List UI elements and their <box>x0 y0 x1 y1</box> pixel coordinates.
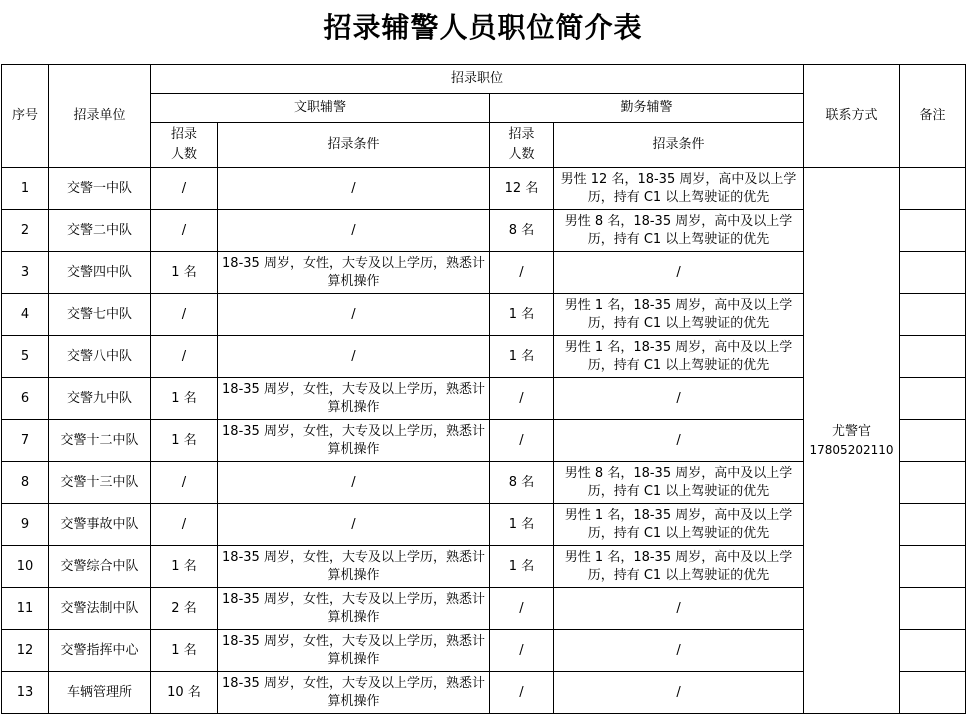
remarks-cell <box>900 588 966 630</box>
civil-count-cell: / <box>151 504 218 546</box>
duty-condition-cell: 男性 1 名，18-35 周岁，高中及以上学历，持有 C1 以上驾驶证的优先 <box>554 294 804 336</box>
remarks-cell <box>900 252 966 294</box>
civil-condition-cell: / <box>218 168 490 210</box>
remarks-cell <box>900 672 966 714</box>
duty-count-cell: / <box>490 378 554 420</box>
civil-count-cell: 1 名 <box>151 252 218 294</box>
remarks-cell <box>900 630 966 672</box>
civil-count-cell: / <box>151 462 218 504</box>
seq-cell: 12 <box>2 630 49 672</box>
unit-cell: 交警十二中队 <box>49 420 151 462</box>
duty-condition-cell: / <box>554 420 804 462</box>
duty-count-cell: / <box>490 420 554 462</box>
civil-condition-cell: / <box>218 336 490 378</box>
contact-cell <box>804 168 900 714</box>
unit-cell: 交警十三中队 <box>49 462 151 504</box>
civil-condition-cell: 18-35 周岁，女性，大专及以上学历，熟悉计算机操作 <box>218 252 490 294</box>
duty-count-cell: / <box>490 630 554 672</box>
duty-count-cell: 1 名 <box>490 546 554 588</box>
remarks-cell <box>900 378 966 420</box>
remarks-cell <box>900 504 966 546</box>
civil-count-cell: / <box>151 210 218 252</box>
civil-condition-cell: / <box>218 210 490 252</box>
duty-condition-cell: / <box>554 672 804 714</box>
seq-cell: 2 <box>2 210 49 252</box>
civil-count-cell: 1 名 <box>151 420 218 462</box>
header-civil-count <box>151 123 218 168</box>
seq-cell: 13 <box>2 672 49 714</box>
header-civil: 文职辅警 <box>151 94 490 123</box>
civil-count-cell: 10 名 <box>151 672 218 714</box>
unit-cell: 交警事故中队 <box>49 504 151 546</box>
civil-condition-cell: / <box>218 504 490 546</box>
duty-count-cell: 8 名 <box>490 210 554 252</box>
duty-condition-cell: / <box>554 378 804 420</box>
header-contact: 联系方式 <box>804 65 900 168</box>
remarks-cell <box>900 546 966 588</box>
unit-cell: 交警四中队 <box>49 252 151 294</box>
remarks-cell <box>900 462 966 504</box>
header-duty-count <box>490 123 554 168</box>
civil-count-cell: 1 名 <box>151 546 218 588</box>
civil-condition-cell: 18-35 周岁，女性，大专及以上学历，熟悉计算机操作 <box>218 378 490 420</box>
civil-condition-cell: 18-35 周岁，女性，大专及以上学历，熟悉计算机操作 <box>218 630 490 672</box>
civil-count-cell: / <box>151 294 218 336</box>
unit-cell: 车辆管理所 <box>49 672 151 714</box>
page-title: 招录辅警人员职位简介表 <box>323 11 643 44</box>
civil-condition-cell: 18-35 周岁，女性，大专及以上学历，熟悉计算机操作 <box>218 546 490 588</box>
header-unit: 招录单位 <box>49 65 151 168</box>
header-remarks: 备注 <box>900 65 966 168</box>
unit-cell: 交警八中队 <box>49 336 151 378</box>
civil-count-cell: / <box>151 336 218 378</box>
remarks-cell <box>900 168 966 210</box>
duty-condition-cell: 男性 1 名，18-35 周岁，高中及以上学历，持有 C1 以上驾驶证的优先 <box>554 546 804 588</box>
duty-condition-cell: 男性 8 名，18-35 周岁，高中及以上学历，持有 C1 以上驾驶证的优先 <box>554 210 804 252</box>
positions-table <box>1 64 966 714</box>
duty-count-cell: 12 名 <box>490 168 554 210</box>
seq-cell: 4 <box>2 294 49 336</box>
remarks-cell <box>900 210 966 252</box>
civil-condition-cell: 18-35 周岁，女性，大专及以上学历，熟悉计算机操作 <box>218 420 490 462</box>
header-civil-conditions: 招录条件 <box>218 123 490 168</box>
unit-cell: 交警综合中队 <box>49 546 151 588</box>
civil-condition-cell: / <box>218 462 490 504</box>
civil-count-cell: / <box>151 168 218 210</box>
civil-condition-cell: 18-35 周岁，女性，大专及以上学历，熟悉计算机操作 <box>218 672 490 714</box>
duty-count-cell: 1 名 <box>490 504 554 546</box>
civil-condition-cell: / <box>218 294 490 336</box>
header-row-1 <box>2 65 966 94</box>
duty-condition-cell: 男性 8 名，18-35 周岁，高中及以上学历，持有 C1 以上驾驶证的优先 <box>554 462 804 504</box>
duty-condition-cell: 男性 12 名，18-35 周岁，高中及以上学历，持有 C1 以上驾驶证的优先 <box>554 168 804 210</box>
duty-condition-cell: 男性 1 名，18-35 周岁，高中及以上学历，持有 C1 以上驾驶证的优先 <box>554 336 804 378</box>
duty-condition-cell: / <box>554 588 804 630</box>
duty-count-cell: 8 名 <box>490 462 554 504</box>
seq-cell: 5 <box>2 336 49 378</box>
seq-cell: 8 <box>2 462 49 504</box>
contact-name: 尤警官 <box>832 423 872 439</box>
header-seq: 序号 <box>2 65 49 168</box>
remarks-cell <box>900 420 966 462</box>
header-positions: 招录职位 <box>151 65 804 94</box>
duty-count-cell: / <box>490 588 554 630</box>
duty-count-cell: / <box>490 672 554 714</box>
civil-count-cell: 1 名 <box>151 378 218 420</box>
unit-cell: 交警二中队 <box>49 210 151 252</box>
header-duty: 勤务辅警 <box>490 94 804 123</box>
remarks-cell <box>900 336 966 378</box>
seq-cell: 7 <box>2 420 49 462</box>
unit-cell: 交警法制中队 <box>49 588 151 630</box>
unit-cell: 交警指挥中心 <box>49 630 151 672</box>
seq-cell: 3 <box>2 252 49 294</box>
civil-count-cell: 2 名 <box>151 588 218 630</box>
civil-condition-cell: 18-35 周岁，女性，大专及以上学历，熟悉计算机操作 <box>218 588 490 630</box>
unit-cell: 交警九中队 <box>49 378 151 420</box>
civil-count-cell: 1 名 <box>151 630 218 672</box>
unit-cell: 交警七中队 <box>49 294 151 336</box>
seq-cell: 6 <box>2 378 49 420</box>
seq-cell: 9 <box>2 504 49 546</box>
duty-condition-cell: 男性 1 名，18-35 周岁，高中及以上学历，持有 C1 以上驾驶证的优先 <box>554 504 804 546</box>
seq-cell: 1 <box>2 168 49 210</box>
table-row <box>2 168 966 210</box>
remarks-cell <box>900 294 966 336</box>
duty-condition-cell: / <box>554 252 804 294</box>
duty-count-cell: 1 名 <box>490 336 554 378</box>
duty-count-cell: / <box>490 252 554 294</box>
header-duty-conditions: 招录条件 <box>554 123 804 168</box>
duty-condition-cell: / <box>554 630 804 672</box>
header-duty-count-label: 招录人数 <box>508 127 535 162</box>
seq-cell: 11 <box>2 588 49 630</box>
seq-cell: 10 <box>2 546 49 588</box>
contact-phone: 17805202110 <box>809 442 894 457</box>
header-civil-count-label: 招录人数 <box>170 127 197 162</box>
unit-cell: 交警一中队 <box>49 168 151 210</box>
duty-count-cell: 1 名 <box>490 294 554 336</box>
